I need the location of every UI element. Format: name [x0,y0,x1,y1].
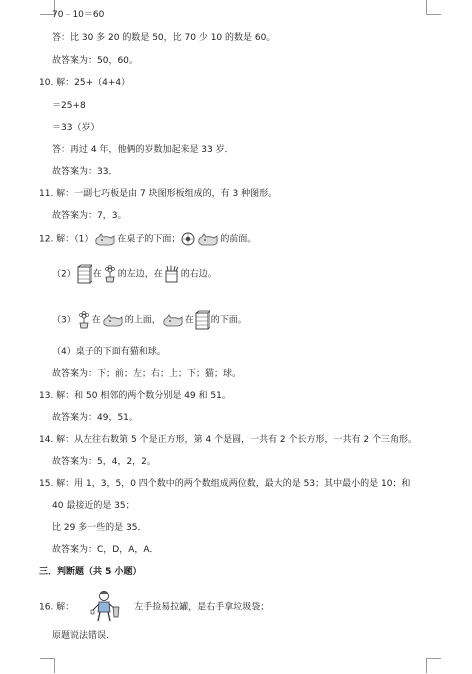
q15-line: 比 29 多一些的是 35． [52,523,147,533]
cat-icon [94,233,116,246]
pencil-cup-icon [164,265,180,283]
q10-line: 10. 解：25+（4+4） [39,78,131,88]
answer-text: 答：比 30 多 20 的数是 50，比 70 少 10 的数是 60。 [52,33,276,43]
answer-text: 70﹣10＝60 [52,10,105,20]
q12-text: 在桌子的下面； [117,234,181,245]
q12-text: （2） [52,269,76,280]
q14-line: 故答案为：5，4，2，2。 [52,457,156,467]
q16-row [39,590,269,625]
answer-text: 故答案为：50，60。 [52,56,138,66]
q12-row-1 [39,232,256,247]
q12-row-2 [52,264,217,285]
q12-text: 的左边，在 [117,269,163,280]
section-heading: 三．判断题（共 5 小题） [39,567,142,577]
q10-line: ＝25+8 [52,101,86,111]
flower-pot-icon [77,311,91,329]
crop-mark-bottom-right [426,658,441,673]
q15-line: 故答案为：C，D，A，A． [52,545,159,555]
q13-line: 13. 解：和 50 相邻的两个数分别是 49 和 51。 [39,391,231,401]
cat-icon [197,233,219,246]
cat-icon [162,314,184,327]
q13-line: 故答案为：49，51。 [52,413,138,423]
q16-text: 左手捡易拉罐，是右手拿垃圾袋； [134,602,270,613]
crop-mark-bottom-left [40,658,55,673]
q12-text: 的右边。 [180,269,217,280]
q16-label: 16. 解： [39,602,75,613]
q15-line: 15. 解：用 1，3，5，0 四个数中的两个数组成两位数，最大的是 53；其中最小的是 10；和 [39,479,411,489]
q10-line: 答：再过 4 年，他俩的岁数加起来是 33 岁． [52,145,234,155]
q12-text: 在 [92,269,102,280]
book-stack-icon [195,310,210,330]
q16-answer: 原题说法错误． [52,631,116,641]
q10-line: 故答案为：33． [52,167,118,177]
child-picking-trash-icon [88,590,122,624]
q15-line: 40 最接近的是 35； [52,501,135,511]
q11-line: 故答案为：7，3。 [52,211,127,221]
ball-icon [181,232,195,246]
cat-icon [102,314,124,327]
q12-answer: 故答案为：下；前；左；右；上；下；猫；球。 [52,369,242,379]
q12-label: 12. 解：（1） [39,234,94,245]
q12-row-4: （4）桌子的下面有猫和球。 [52,347,166,357]
q12-text: 的前面。 [220,234,257,245]
q12-text: 的下面。 [210,315,247,326]
q12-text: 在 [91,315,101,326]
q14-line: 14. 解：从左往右数第 5 个是正方形，第 4 个是圆，一共有 2 个长方形，一共有 2 个三角形。 [39,435,417,445]
q12-text: 的上面， [124,315,161,326]
q12-text: （3） [52,315,76,326]
q12-row-3 [52,310,247,331]
crop-mark-top-right [426,0,441,15]
flower-pot-icon [103,265,117,283]
q10-line: ＝33（岁） [52,123,100,133]
book-stack-icon [77,264,92,284]
q12-text: 在 [184,315,194,326]
q11-line: 11. 解：一副七巧板是由 7 块图形板组成的，有 3 种图形。 [39,189,278,199]
